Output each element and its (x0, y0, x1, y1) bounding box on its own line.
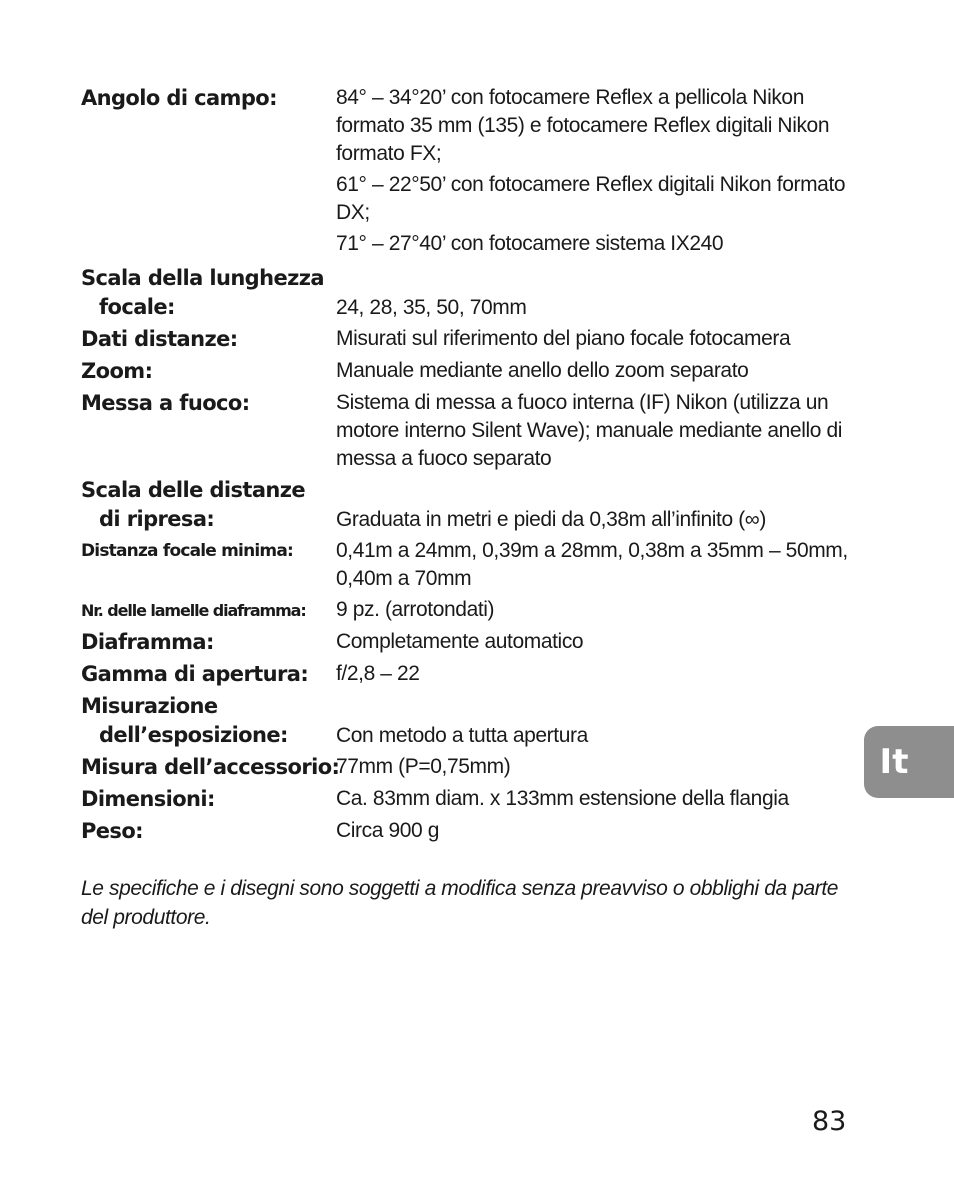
spec-value-part: 61° – 22°50’ con fotocamere Reflex digitali Nikon formato DX; (336, 173, 846, 224)
spec-label: Nr. delle lamelle diaframma: (81, 601, 306, 620)
spec-value-part: 71° – 27°40’ con fotocamere sistema IX240 (336, 232, 724, 255)
spec-label-line: dell’esposizione: (99, 723, 288, 747)
spec-label: Angolo di campo: (81, 86, 277, 110)
spec-label: Peso: (81, 819, 143, 843)
spec-row-misurazione-esposizione (81, 692, 871, 750)
spec-value: f/2,8 – 22 (336, 662, 420, 685)
spec-value: Manuale mediante anello dello zoom separato (336, 359, 749, 382)
spec-label (81, 476, 336, 534)
spec-value: Graduata in metri e piedi da 0,38m all’infinito (∞) (336, 508, 766, 531)
specifications-table (81, 84, 871, 849)
spec-label-line: Scala della lunghezza (81, 266, 324, 290)
spec-label: Dati distanze: (81, 327, 238, 351)
spec-label: Zoom: (81, 359, 153, 383)
spec-label: Diaframma: (81, 630, 214, 654)
spec-row-dati-distanze (81, 325, 871, 354)
spec-value: Con metodo a tutta apertura (336, 724, 588, 747)
spec-row-misura-accessorio (81, 753, 871, 782)
spec-label (81, 264, 336, 322)
spec-value: Ca. 83mm diam. x 133mm estensione della flangia (336, 787, 789, 810)
spec-value: Completamente automatico (336, 630, 584, 653)
spec-value: 0,41m a 24mm, 0,39m a 28mm, 0,38m a 35mm – 50mm, 0,40m a 70mm (336, 539, 848, 590)
spec-label-line: Misurazione (81, 694, 218, 718)
spec-label-line: di ripresa: (99, 507, 215, 531)
spec-value: 9 pz. (arrotondati) (336, 598, 495, 621)
spec-row-distanza-focale-minima (81, 537, 871, 593)
spec-row-angolo-di-campo (81, 84, 871, 261)
page-number: 83 (812, 1106, 847, 1137)
spec-label-line: Scala delle distanze (81, 478, 306, 502)
spec-value-part: 84° – 34°20’ con fotocamere Reflex a pellicola Nikon formato 35 mm (135) e fotocamere Reflex digitali Nikon formato FX; (336, 86, 830, 165)
spec-label: Messa a fuoco: (81, 391, 250, 415)
spec-label (81, 692, 336, 750)
spec-value: 77mm (P=0,75mm) (336, 755, 511, 778)
spec-label: Distanza focale minima: (81, 541, 293, 561)
spec-row-gamma-apertura (81, 660, 871, 689)
spec-label-line: focale: (99, 295, 175, 319)
spec-row-dimensioni (81, 785, 871, 814)
spec-value: Sistema di messa a fuoco interna (IF) Nikon (utilizza un motore interno Silent Wave); manuale mediante anello di messa a fuoco separato (336, 391, 843, 470)
language-tab: It (864, 726, 954, 798)
spec-label: Misura dell’accessorio: (81, 755, 340, 779)
spec-value: Misurati sul riferimento del piano focale fotocamera (336, 327, 791, 350)
spec-row-messa-a-fuoco (81, 389, 871, 473)
spec-value: Circa 900 g (336, 819, 439, 842)
spec-row-scala-lunghezza-focale (81, 264, 871, 322)
spec-label: Gamma di apertura: (81, 662, 309, 686)
spec-row-zoom (81, 357, 871, 386)
spec-value (336, 84, 871, 261)
spec-row-scala-distanze (81, 476, 871, 534)
spec-label: Dimensioni: (81, 787, 215, 811)
spec-value: 24, 28, 35, 50, 70mm (336, 296, 527, 319)
spec-row-peso (81, 817, 871, 846)
spec-row-lamelle-diaframma (81, 596, 871, 625)
spec-row-diaframma (81, 628, 871, 657)
disclaimer-note: Le specifiche e i disegni sono soggetti a modifica senza preavviso o obblighi da parte del produttore. (81, 877, 839, 929)
